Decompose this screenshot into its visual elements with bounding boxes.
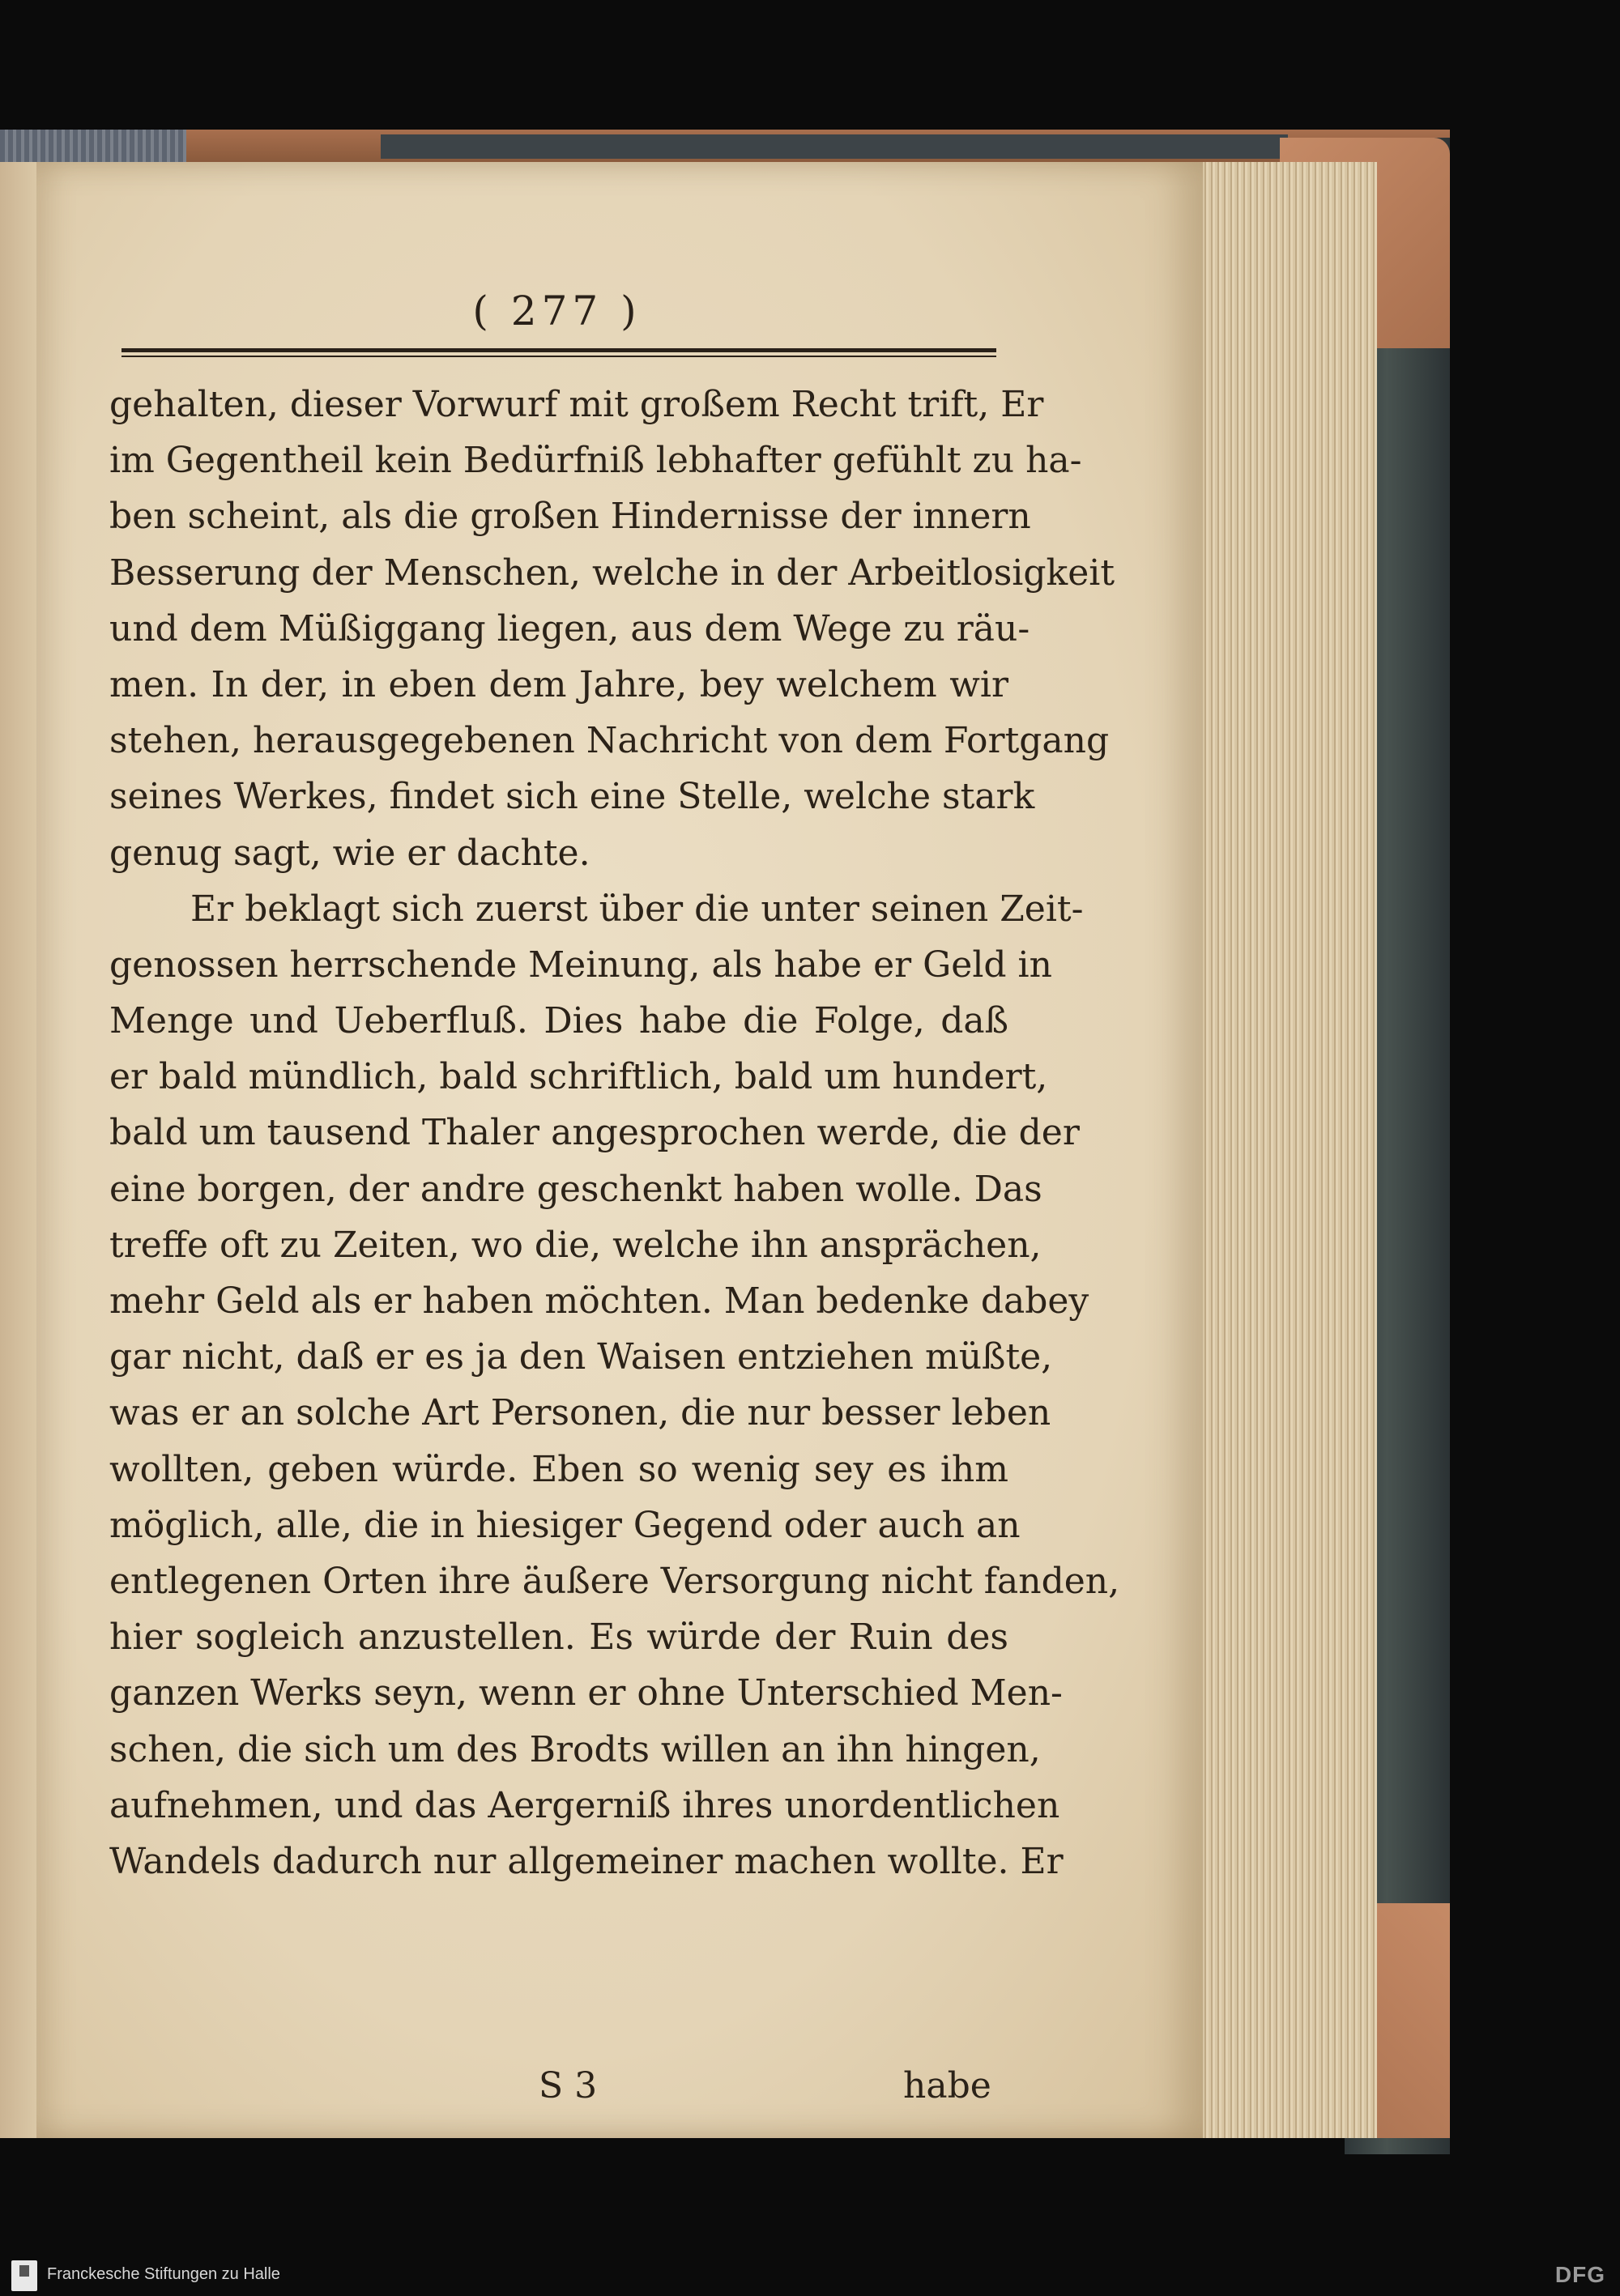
text-line: gehalten, dieser Vorwurf mit großem Recht trift, Er	[109, 384, 1044, 425]
cover-cloth	[0, 130, 186, 162]
text-line: im Gegentheil kein Bedürfniß lebhafter gefühlt zu ha-	[109, 440, 1082, 482]
text-line: möglich, alle, die in hiesiger Gegend oder auch an	[109, 1504, 1021, 1546]
page-number: ( 277 )	[472, 288, 642, 334]
text-line: wollten, geben würde. Eben so wenig sey es ihm	[109, 1448, 1008, 1490]
text-line: Er beklagt sich zuerst über die unter seinen Zeit-	[190, 888, 1084, 930]
text-line: stehen, herausgegebenen Nachricht von dem Fortgang	[109, 720, 1110, 762]
footer-bar	[0, 2256, 1620, 2296]
catchword: habe	[903, 2065, 991, 2106]
text-line: hier sogleich anzustellen. Es würde der Ruin des	[109, 1617, 1008, 1659]
text-line: eine borgen, der andre geschenkt haben wolle. Das	[109, 1168, 1042, 1210]
signature-mark: S 3	[539, 2065, 598, 2106]
text-line: seines Werkes, findet sich eine Stelle, welche stark	[109, 776, 1035, 818]
text-line: genossen herrschende Meinung, als habe er Geld in	[109, 944, 1052, 986]
text-line: gar nicht, daß er es ja den Waisen entziehen müßte,	[109, 1336, 1053, 1378]
text-line: entlegenen Orten ihre äußere Versorgung nicht fanden,	[109, 1560, 1120, 1602]
facing-page-edge	[0, 162, 40, 2138]
text-line: men. In der, in eben dem Jahre, bey welchem wir	[109, 663, 1008, 705]
text-line: bald um tausend Thaler angesprochen werde, die der	[109, 1112, 1080, 1154]
text-line: Wandels dadurch nur allgemeiner machen wollte. Er	[109, 1840, 1064, 1882]
text-line: schen, die sich um des Brodts willen an ihn hingen,	[109, 1728, 1041, 1770]
dfg-logo: DFG	[1554, 2262, 1605, 2287]
text-line: ben scheint, als die großen Hindernisse der innern	[109, 496, 1031, 538]
text-line: und dem Müßiggang liegen, aus dem Wege zu räu-	[109, 607, 1030, 650]
text-line: ganzen Werks seyn, wenn er ohne Unterschied Men-	[109, 1672, 1063, 1715]
header-rule	[122, 348, 996, 352]
text-line: aufnehmen, und das Aergerniß ihres unordentlichen	[109, 1784, 1060, 1826]
text-line: genug sagt, wie er dachte.	[109, 832, 590, 874]
text-line: treffe oft zu Zeiten, wo die, welche ihn ansprächen,	[109, 1224, 1042, 1266]
text-line: was er an solche Art Personen, die nur besser leben	[109, 1392, 1051, 1434]
institution-name: Franckesche Stiftungen zu Halle	[47, 2265, 280, 2283]
body-text	[109, 377, 1120, 1889]
cover-board	[381, 134, 1288, 159]
page-block-edge	[1183, 162, 1377, 2138]
text-line: Besserung der Menschen, welche in der Arbeitlosigkeit	[109, 552, 1115, 594]
text-line: Menge und Ueberfluß. Dies habe die Folge, daß	[109, 1000, 1008, 1042]
book-cover-top	[0, 130, 1450, 162]
text-line: er bald mündlich, bald schriftlich, bald um hundert,	[109, 1056, 1048, 1098]
institution-logo-icon	[11, 2260, 37, 2291]
book-page	[36, 162, 1203, 2138]
text-line: mehr Geld als er haben möchten. Man bedenke dabey	[109, 1280, 1089, 1322]
